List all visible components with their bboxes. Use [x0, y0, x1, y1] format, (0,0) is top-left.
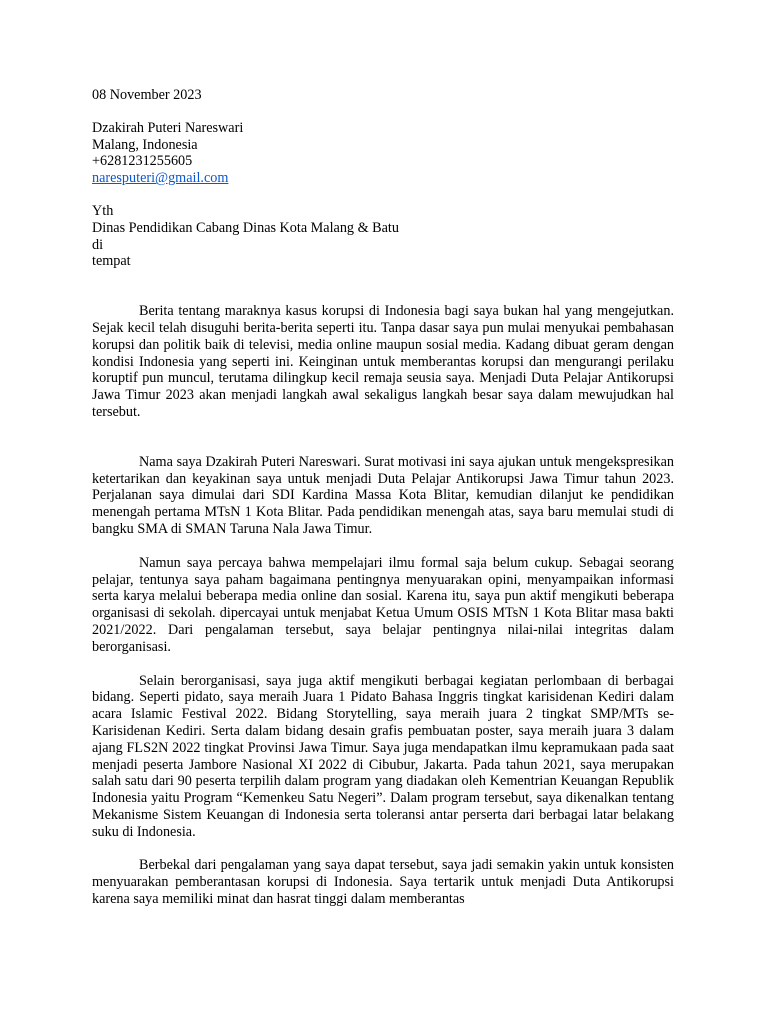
recipient-office: Dinas Pendidikan Cabang Dinas Kota Malang & Batu — [92, 219, 399, 236]
recipient-di: di — [92, 236, 104, 253]
letter-date: 08 November 2023 — [92, 87, 202, 103]
sender-email-link[interactable]: naresputeri@gmail.com — [92, 170, 229, 187]
paragraph-intro: Berita tentang maraknya kasus korupsi di Indonesia bagi saya bukan hal yang mengejutkan. Sejak kecil telah disuguhi berita-berita seperti itu. Tanpa dasar saya pun mulai menyukai pembahasan korupsi dan politik baik di televisi, media online maupun sosial media. Kadang dibuat geram dengan kondisi Indonesia yang seperti ini. Keinginan untuk memberantas korupsi dan mengurangi perilaku koruptif pun muncul, terutama dilingkup kecil remaja seusia saya. Menjadi Duta Pelajar Antikorupsi Jawa Timur 2023 akan menjadi langkah awal sekaligus langkah besar saya dalam mewujudkan hal tersebut. — [92, 303, 674, 420]
paragraph-identity: Nama saya Dzakirah Puteri Nareswari. Surat motivasi ini saya ajukan untuk mengekspresikan ketertarikan dan keyakinan saya untuk menjadi Duta Pelajar Antikorupsi Jawa Timur tahun 2023. Perjalanan saya dimulai dari SDI Kardina Massa Kota Blitar, kemudian dilanjut ke pendidikan menengah pertama MTsN 1 Kota Blitar. Pada pendidikan menengah atas, saya baru memulai studi di bangku SMA di SMAN Taruna Nala Jawa Timur. — [92, 453, 674, 537]
sender-location: Malang, Indonesia — [92, 136, 198, 153]
recipient-block — [92, 203, 674, 270]
paragraph-achievements: Selain berorganisasi, saya juga aktif mengikuti berbagai kegiatan perlombaan di berbagai bidang. Seperti pidato, saya meraih Juara 1 Pidato Bahasa Inggris tingkat karisidenan Kediri dalam acara Islamic Festival 2022. Bidang Storytelling, saya meraih juara 2 tingkat SMP/MTs se-Karisidenan Kediri. Serta dalam bidang desain grafis pembuatan poster, saya meraih juara 3 dalam ajang FLS2N 2022 tingkat Provinsi Jawa Timur. Saya juga mendapatkan ilmu kepramukaan pada saat menjadi peserta Jambore Nasional XI 2022 di Cibubur, Jakarta. Pada tahun 2021, saya merupakan salah satu dari 90 peserta terpilih dalam program yang diadakan oleh Kementrian Keuangan Republik Indonesia yaitu Program “Kemenkeu Satu Negeri”. Dalam program tersebut, saya dikenalkan tentang Mekanisme Sistem Keuangan di Indonesia serta toleransi antar perserta dari berbagai latar belakang suku di Indonesia. — [92, 672, 674, 840]
sender-block — [92, 120, 674, 187]
paragraph-organization: Namun saya percaya bahwa mempelajari ilmu formal saja belum cukup. Sebagai seorang pelajar, tentunya saya paham bagaimana pentingnya menyuarakan opini, menyampaikan informasi serta karya melalui beberapa media online dan sosial. Karena itu, saya pun aktif mengikuti beberapa organisasi di sekolah. dipercayai untuk menjabat Ketua Umum OSIS MTsN 1 Kota Blitar masa bakti 2021/2022. Dari pengalaman tersebut, saya belajar pentingnya nilai-nilai integritas dalam berorganisasi. — [92, 554, 674, 655]
sender-name: Dzakirah Puteri Nareswari — [92, 119, 244, 136]
sender-phone: +6281231255605 — [92, 153, 193, 170]
recipient-salutation: Yth — [92, 202, 114, 219]
recipient-tempat: tempat — [92, 253, 131, 270]
paragraph-motivation: Berbekal dari pengalaman yang saya dapat tersebut, saya jadi semakin yakin untuk konsisten menyuarakan pemberantasan korupsi di Indonesia. Saya tertarik untuk menjadi Duta Antikorupsi karena saya memiliki minat dan hasrat tinggi dalam memberantas — [92, 857, 674, 908]
